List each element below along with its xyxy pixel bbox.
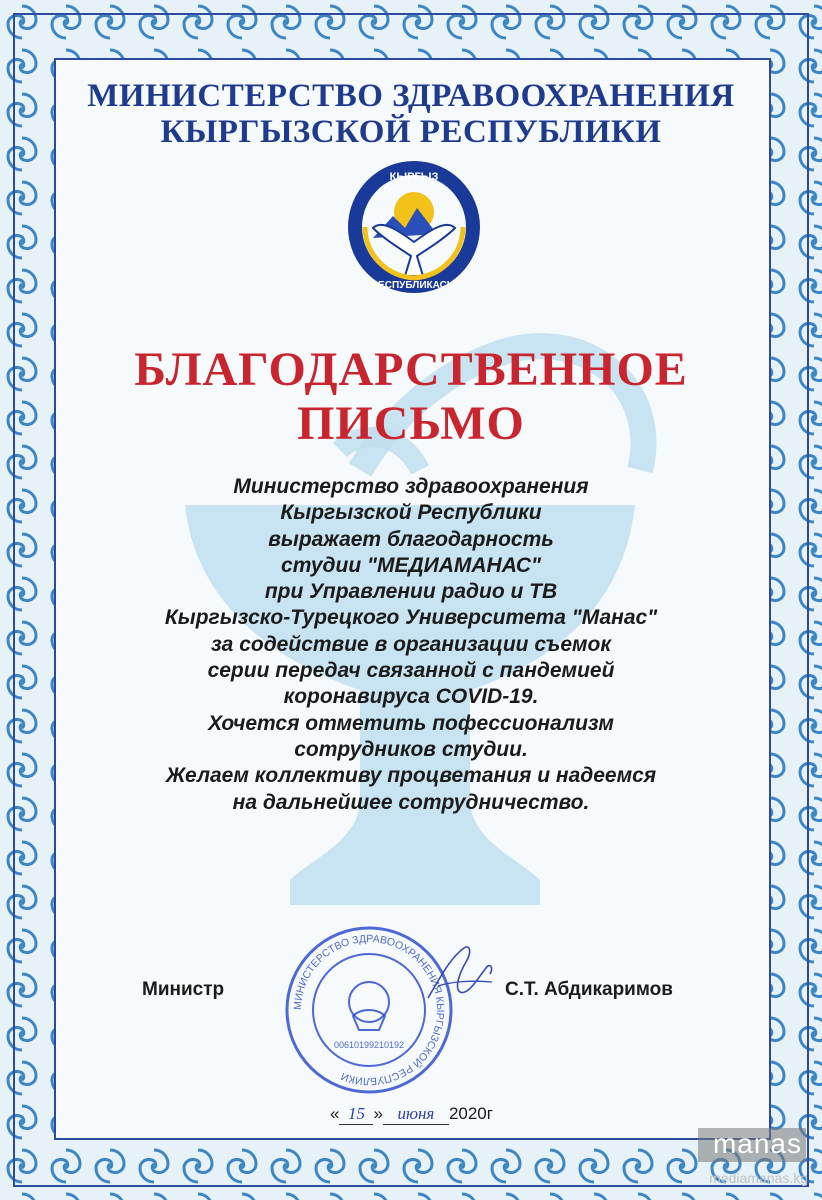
signatory-title: Министр (142, 979, 225, 1000)
date-month: июня (397, 1104, 435, 1123)
date-day-field (339, 1104, 373, 1125)
date-month-field (383, 1104, 449, 1125)
body-line: Желаем коллективу процветания и надеемся (165, 764, 657, 788)
watermark-url: mediamanas.kg (709, 1170, 808, 1186)
emblem-top-text: КЫРГЫЗ (389, 171, 439, 183)
emblem-bottom-text: РЕСПУБЛИКАСЫ (371, 280, 457, 291)
body-line: на дальнейшее сотрудничество. (232, 790, 590, 814)
signatory-name: С.Т. Абдикаримов (505, 979, 673, 1000)
body-line: выражает благодарность (268, 527, 554, 551)
seal-number: 00610199210192 (333, 1040, 405, 1050)
document-title-line2: ПИСЬМО (297, 397, 525, 450)
body-line: при Управлении радио и ТВ (264, 580, 558, 604)
handwritten-signature (420, 938, 500, 1008)
body-line: за содействие в организации съемок (210, 632, 612, 656)
ministry-name-line1: МИНИСТЕРСТВО ЗДРАВООХРАНЕНИЯ (87, 78, 735, 114)
date-open-quote: « (330, 1104, 340, 1123)
state-emblem-icon (345, 158, 483, 296)
body-line: Хочется отметить пофессионализм (208, 711, 614, 735)
body-line: серии передач связанной с пандемией (207, 659, 615, 683)
body-line: Кыргызско-Турецкого Университета "Манас" (164, 606, 658, 630)
watermark-logo: manas (712, 1128, 802, 1159)
date-day: 15 (347, 1104, 365, 1123)
document-title-line1: БЛАГОДАРСТВЕННОЕ (134, 343, 688, 396)
date-year: 2020г (448, 1104, 493, 1123)
body-line: коронавируса COVID-19. (283, 685, 539, 709)
body-line: сотрудников студии. (294, 737, 528, 761)
body-line: студии "МЕДИАМАНАС" (281, 553, 541, 577)
date-close-quote: » (373, 1104, 383, 1123)
seal-ring-text: МИНИСТЕРСТВО ЗДРАВООХРАНЕНИЯ КЫРГЫЗСКОЙ РЕСПУБЛИКИ (291, 932, 447, 1088)
body-line: Кыргызской Республики (280, 501, 542, 525)
body-line: Министерство здравоохранения (233, 475, 589, 498)
letter-body (80, 474, 742, 816)
ministry-name-line2: КЫРГЫЗСКОЙ РЕСПУБЛИКИ (160, 114, 662, 150)
issue-date (330, 1104, 493, 1125)
